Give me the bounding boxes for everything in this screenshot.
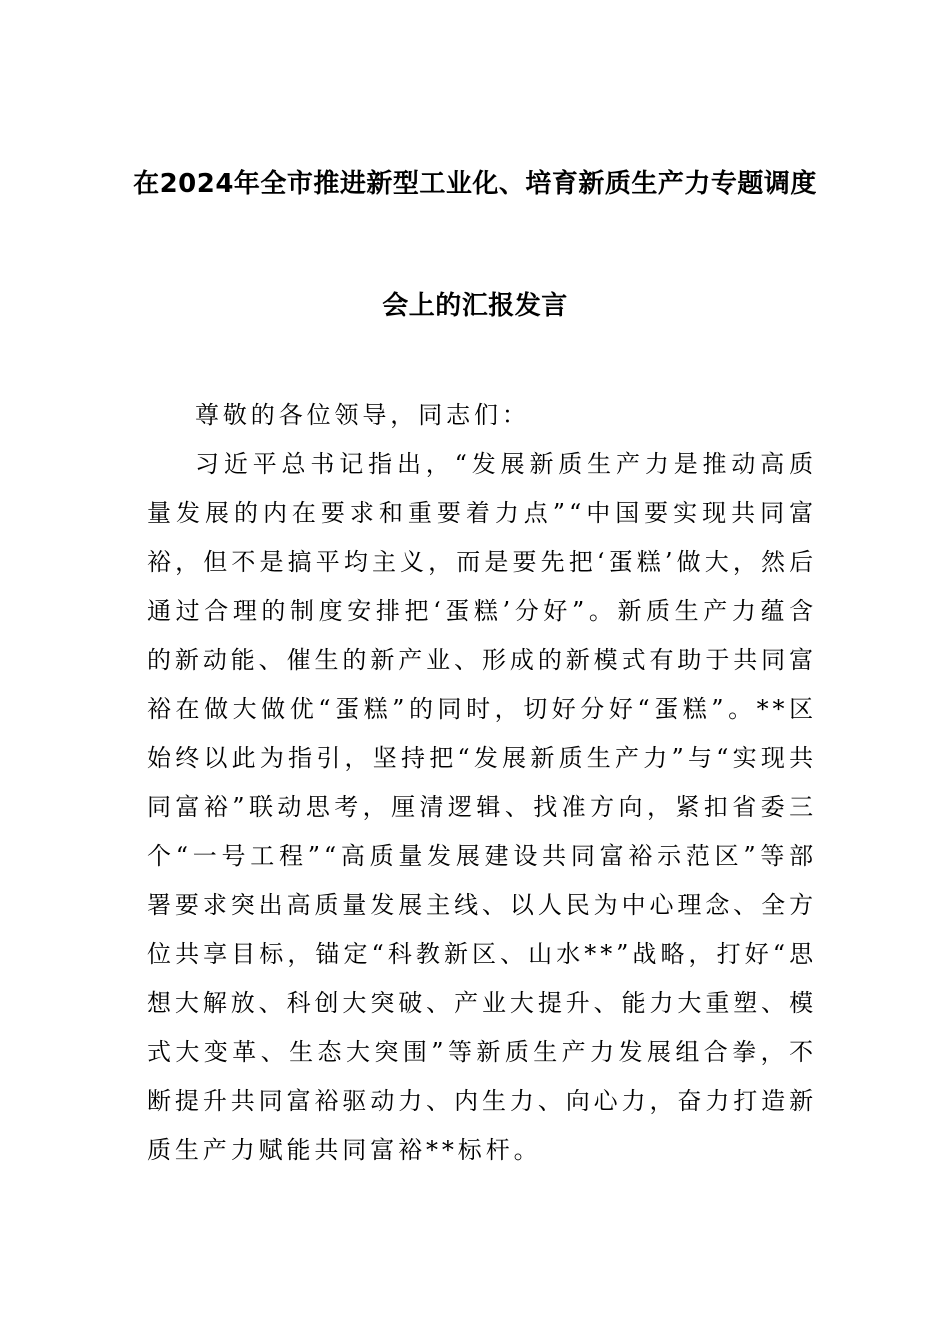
document-title-line1: 在2024年全市推进新型工业化、培育新质生产力专题调度 — [133, 169, 817, 199]
document-body — [147, 391, 817, 1175]
document-title-line2: 会上的汇报发言 — [382, 291, 568, 321]
body-paragraph: 习近平总书记指出，“发展新质生产力是推动高质量发展的内在要求和重要着力点”“中国要实现共同富裕，但不是搞平均主义，而是要先把‘蛋糕’做大，然后通过合理的制度安排把‘蛋糕’分好”。新质生产力蕴含的新动能、催生的新产业、形成的新模式有助于共同富裕在做大做优“蛋糕”的同时，切好分好“蛋糕”。**区始终以此为指引，坚持把“发展新质生产力”与“实现共同富裕”联动思考，厘清逻辑、找准方向，紧扣省委三个“一号工程”“高质量发展建设共同富裕示范区”等部署要求突出高质量发展主线、以人民为中心理念、全方位共享目标，锚定“科教新区、山水**”战略，打好“思想大解放、科创大突破、产业大提升、能力大重塑、模式大变革、生态大突围”等新质生产力发展组合拳，不断提升共同富裕驱动力、内生力、向心力，奋力打造新质生产力赋能共同富裕**标杆。 — [147, 450, 817, 1164]
salutation: 尊敬的各位领导，同志们： — [195, 401, 530, 429]
